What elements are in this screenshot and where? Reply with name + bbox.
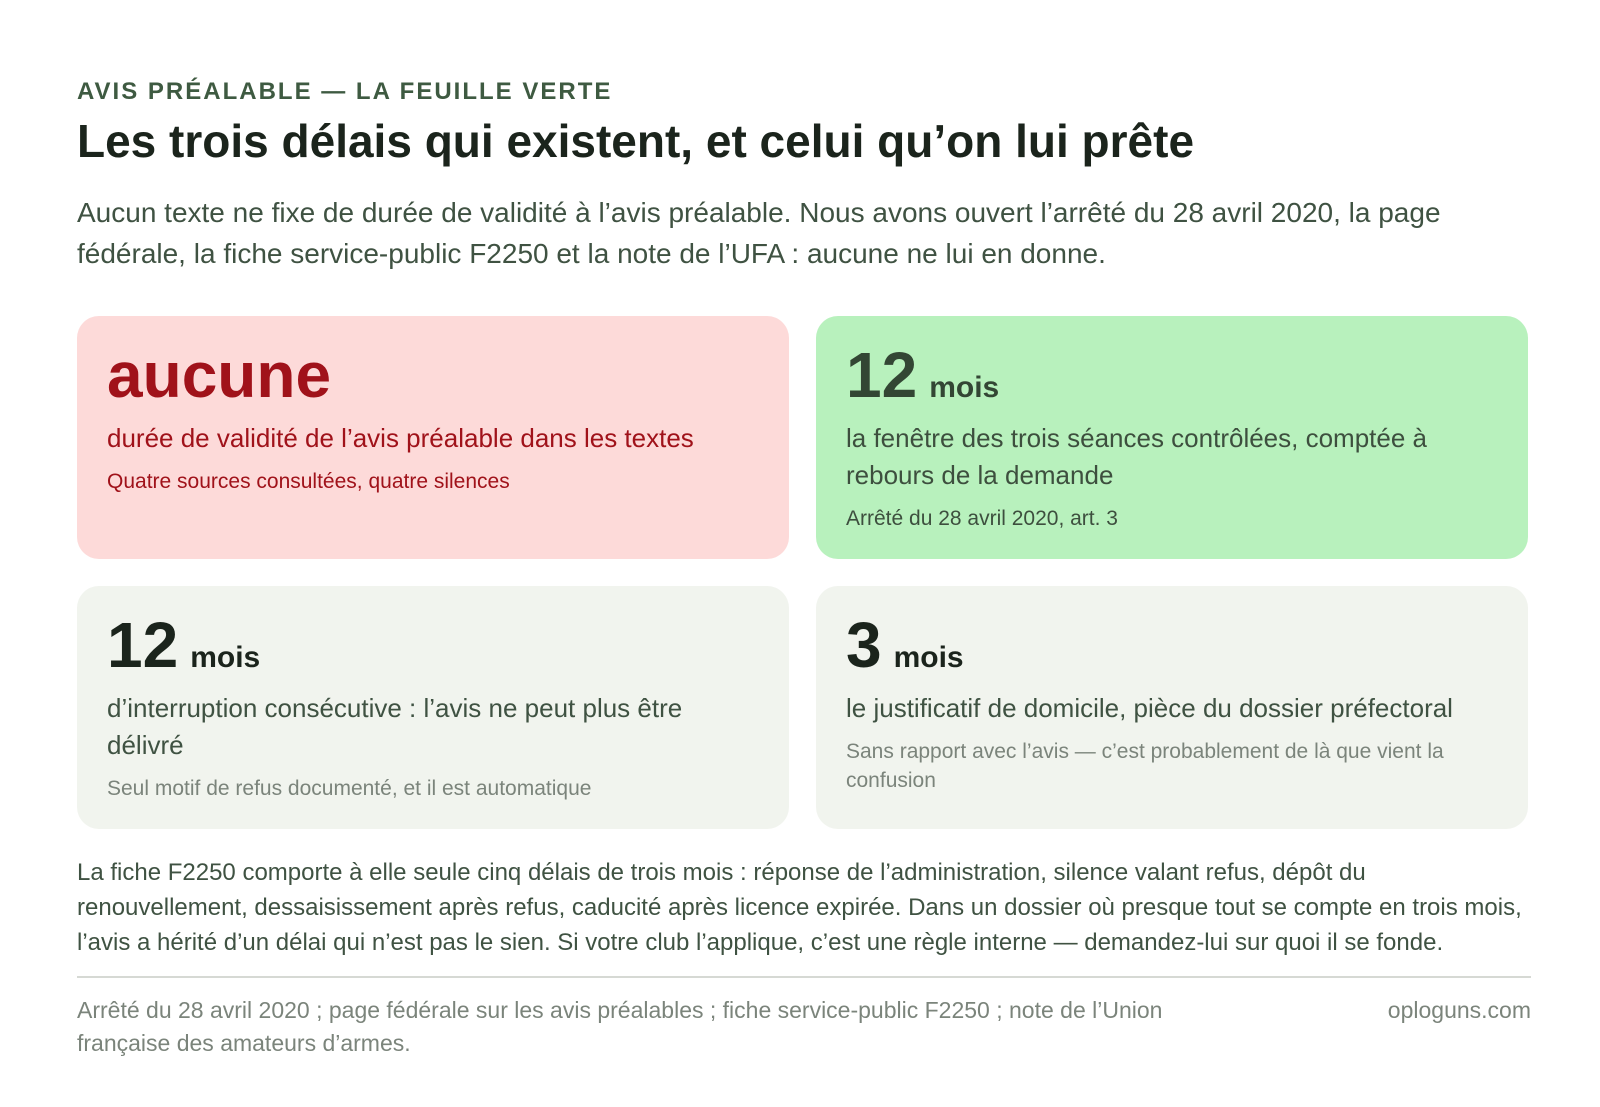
stat-description: d’interruption consécutive : l’avis ne peut plus être délivré bbox=[107, 693, 683, 760]
sources: Arrêté du 28 avril 2020 ; page fédérale sur les avis préalables ; fiche service-public F2250 ; note de l’Union française des amateurs d’armes. bbox=[77, 997, 1163, 1056]
stat-figure bbox=[846, 609, 1498, 681]
stat-description: la fenêtre des trois séances contrôlées, comptée à rebours de la demande bbox=[846, 423, 1427, 490]
stat-note: Arrêté du 28 avril 2020, art. 3 bbox=[846, 507, 1118, 530]
stat-card-validity bbox=[77, 316, 789, 559]
stat-figure bbox=[107, 609, 759, 681]
stat-note: Quatre sources consultées, quatre silences bbox=[107, 470, 510, 493]
site-credit: oploguns.com bbox=[1387, 997, 1531, 1023]
stat-value: 12 bbox=[846, 339, 918, 411]
stat-value: aucune bbox=[107, 339, 332, 411]
stat-description: le justificatif de domicile, pièce du dossier préfectoral bbox=[846, 693, 1453, 723]
stat-card-domicile-proof bbox=[816, 586, 1528, 829]
body-paragraph: La fiche F2250 comporte à elle seule cinq délais de trois mois : réponse de l’administration, silence valant refus, dépôt du renouvellement, dessaisissement après refus, caducité après licence expirée. Dans un dossier où presque tout se compte en trois mois, l’avis a hérité d’un délai qui n’est pas le sien. Si votre club l’applique, c’est une règle interne — demandez-lui sur quoi il se fonde. bbox=[77, 859, 1522, 956]
page-title: Les trois délais qui existent, et celui qu’on lui prête bbox=[77, 115, 1195, 167]
stat-unit: mois bbox=[190, 641, 261, 674]
page bbox=[77, 78, 1531, 1060]
stat-unit: mois bbox=[929, 371, 1000, 404]
stat-note: Seul motif de refus documenté, et il est automatique bbox=[107, 777, 592, 800]
stat-card-interruption bbox=[77, 586, 789, 829]
stat-note: Sans rapport avec l’avis — c’est probablement de là que vient la confusion bbox=[846, 740, 1444, 792]
stat-unit: mois bbox=[893, 641, 964, 674]
footer bbox=[77, 994, 1531, 1060]
divider bbox=[77, 976, 1531, 978]
stat-value: 12 bbox=[107, 609, 179, 681]
stat-grid bbox=[77, 316, 1531, 829]
stat-value: 3 bbox=[846, 609, 882, 681]
stat-figure bbox=[846, 339, 1498, 411]
stat-description: durée de validité de l’avis préalable dans les textes bbox=[107, 423, 694, 453]
stat-figure bbox=[107, 339, 759, 411]
stat-card-sessions-window bbox=[816, 316, 1528, 559]
lede: Aucun texte ne fixe de durée de validité à l’avis préalable. Nous avons ouvert l’arrêté du 28 avril 2020, la page fédérale, la fiche service-public F2250 et la note de l’UFA : aucune ne lui en donne. bbox=[77, 197, 1441, 269]
eyebrow: AVIS PRÉALABLE — LA FEUILLE VERTE bbox=[77, 78, 613, 105]
